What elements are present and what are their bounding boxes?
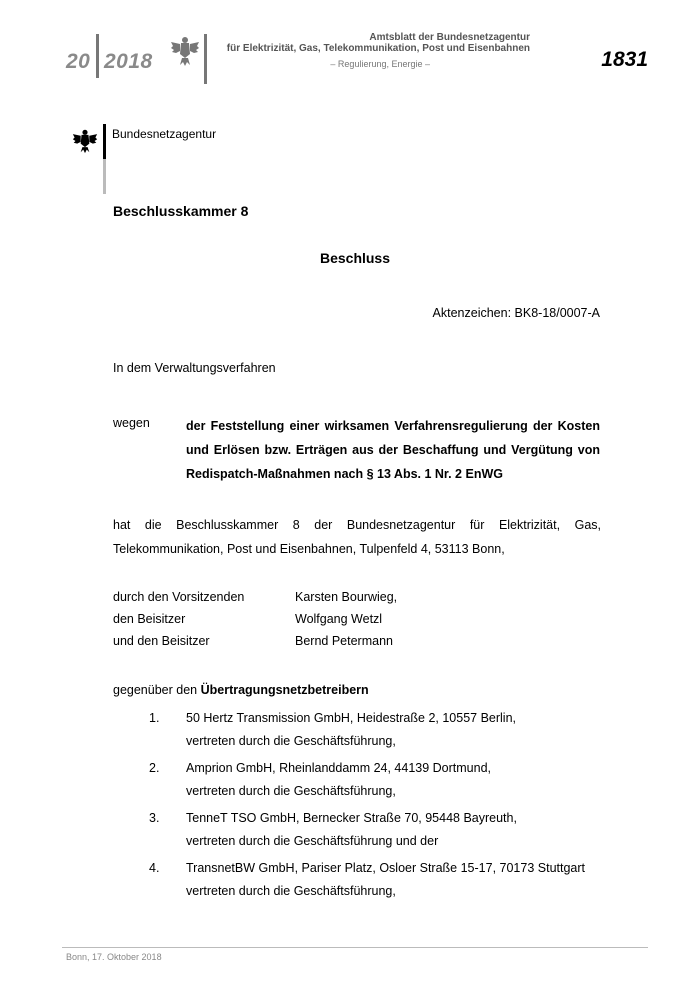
gazette-title-line: Amtsblatt der Bundesnetzagentur <box>369 32 530 43</box>
list-item <box>113 761 603 811</box>
respondents-intro <box>113 683 369 697</box>
logo-bar <box>103 124 106 194</box>
member-name: Karsten Bourwieg, <box>295 590 398 604</box>
member-row <box>113 590 513 612</box>
footer-text: Bonn, 17. Oktober 2018 <box>66 952 162 962</box>
issue-number: 20 <box>66 50 91 73</box>
member-name: Wolfgang Wetzl <box>295 612 383 626</box>
chamber-text: hat die Beschlusskammer 8 der Bundesnetzagentur für Elektrizität, Gas, Telekommunikation, Post und Eisenbahnen, Tulpenfeld 4, 53113 Bonn, <box>113 518 601 556</box>
member-role: durch den Vorsitzenden <box>113 590 245 604</box>
list-item <box>113 811 603 861</box>
member-row <box>113 634 513 656</box>
tso-address: TenneT TSO GmbH, Bernecker Straße 70, 95448 Bayreuth, <box>186 811 517 825</box>
tso-list <box>113 711 603 911</box>
member-role: den Beisitzer <box>113 612 186 626</box>
federal-eagle-icon <box>72 128 98 154</box>
tso-address: TransnetBW GmbH, Pariser Platz, Osloer Straße 15-17, 70173 Stuttgart <box>186 861 586 875</box>
tso-representation: vertreten durch die Geschäftsführung und der <box>186 834 439 848</box>
intro-text: In dem Verwaltungsverfahren <box>113 361 276 375</box>
footer-divider <box>62 947 648 948</box>
file-reference: Aktenzeichen: BK8-18/0007-A <box>432 306 600 320</box>
header-divider <box>96 34 99 78</box>
subject-text: der Feststellung einer wirksamen Verfahrensregulierung der Kosten und Erlösen bzw. Erträgen aus der Beschaffung und Vergütung von Redispatch-Maßnahmen nach § 13 Abs. 1 Nr. 2 EnWG <box>186 419 600 481</box>
list-number: 1. <box>149 711 160 725</box>
list-item <box>113 861 603 911</box>
agency-name: Bundesnetzagentur <box>112 127 217 141</box>
list-item <box>113 711 603 761</box>
member-name: Bernd Petermann <box>295 634 393 648</box>
gazette-title-line: für Elektrizität, Gas, Telekommunikation, Post und Eisenbahnen <box>226 43 530 54</box>
tso-address: Amprion GmbH, Rheinlanddamm 24, 44139 Dortmund, <box>186 761 492 775</box>
tso-representation: vertreten durch die Geschäftsführung, <box>186 884 396 898</box>
gazette-title <box>220 32 530 54</box>
header-divider <box>204 34 207 84</box>
member-row <box>113 612 513 634</box>
list-number: 3. <box>149 811 160 825</box>
list-number: 4. <box>149 861 160 875</box>
member-list <box>113 590 513 656</box>
document-heading: Beschluss <box>319 250 391 266</box>
page-number: 1831 <box>601 48 648 71</box>
tso-address: 50 Hertz Transmission GmbH, Heidestraße 2, 10557 Berlin, <box>186 711 516 725</box>
tso-representation: vertreten durch die Geschäftsführung, <box>186 784 396 798</box>
gazette-subtitle: – Regulierung, Energie – <box>330 59 430 69</box>
issue-year: 2018 <box>104 50 153 73</box>
federal-eagle-icon <box>170 34 200 68</box>
wegen-label: wegen <box>113 416 150 430</box>
list-number: 2. <box>149 761 160 775</box>
chamber-title: Beschlusskammer 8 <box>113 203 249 219</box>
tso-representation: vertreten durch die Geschäftsführung, <box>186 734 396 748</box>
respondents-prefix: gegenüber den <box>113 683 201 697</box>
member-role: und den Beisitzer <box>113 634 210 648</box>
respondents-label: Übertragungsnetzbetreibern <box>200 683 369 697</box>
